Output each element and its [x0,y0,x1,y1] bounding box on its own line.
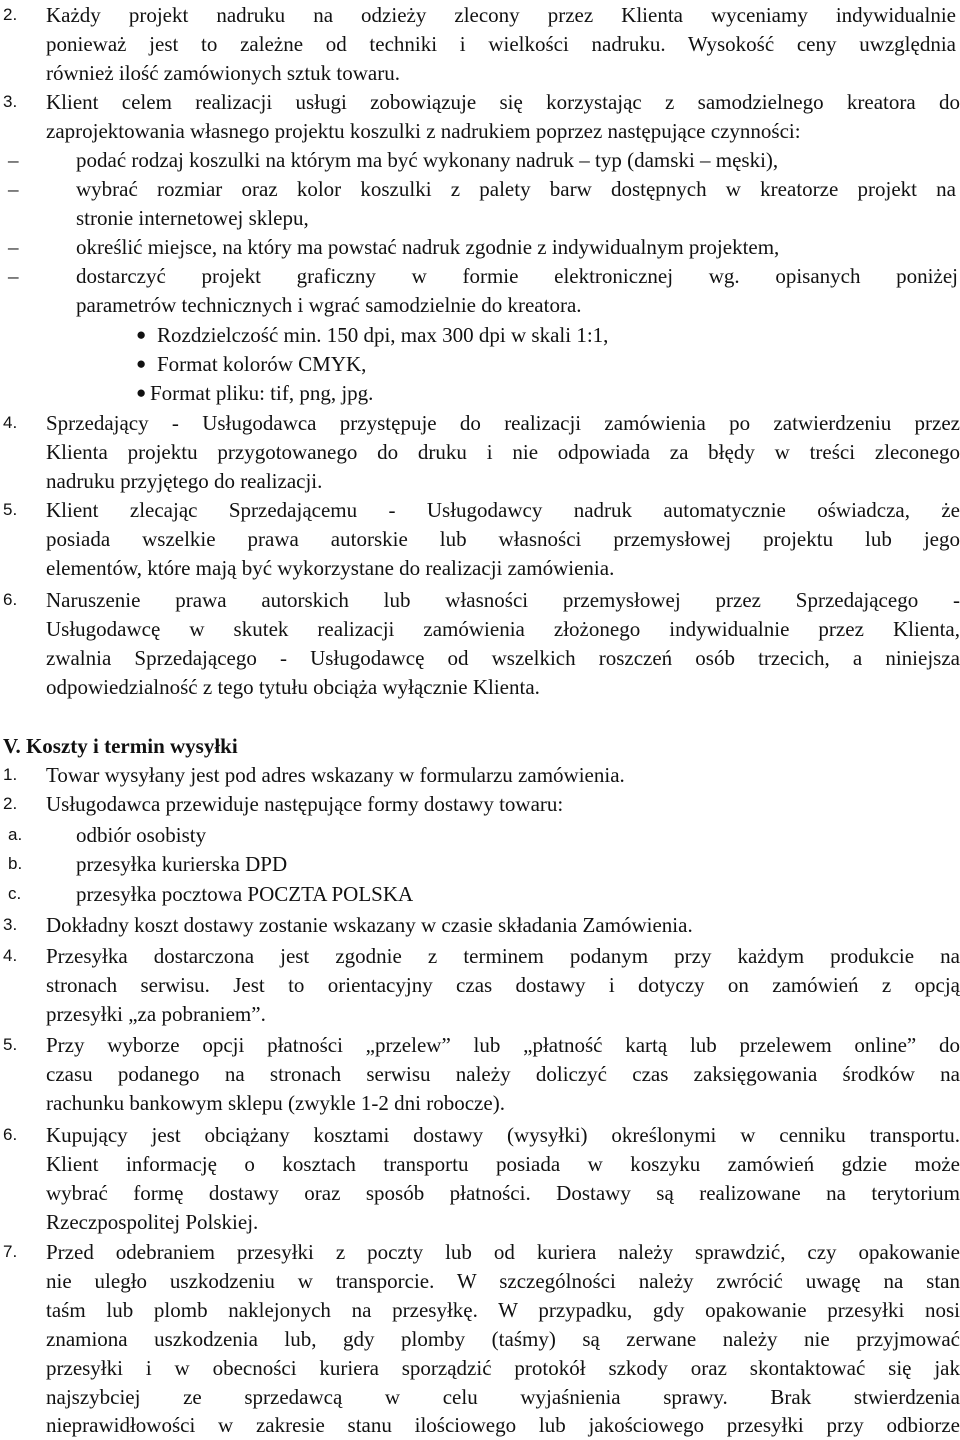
item-line: Kupujący jest obciążany kosztami dostawy (wysyłki) określonymi w cenniku transportu. [46,1123,960,1147]
item-line: zwalnia Sprzedającego - Usługodawcę od wszelkich roszczeń osób trzecich, a niniejsza [46,646,960,670]
item-number: 5. [3,1035,18,1054]
item-line: posiada wszelkie prawa autorskie lub własności przemysłowej projektu lub jego [46,527,960,551]
item-number: 1. [3,765,18,784]
item-line: znamiona uszkodzenia lub, gdy plomby (taśmy) są zerwane należy nie przyjmować [46,1327,960,1351]
item-line: Dokładny koszt dostawy zostanie wskazany w czasie składania Zamówienia. [46,913,693,937]
item-line: stronach serwisu. Jest to orientacyjny czas dostawy i dotyczy on zamówień z opcją [46,973,960,997]
dash-item-line: stronie internetowej sklepu, [76,206,309,230]
item-line: czasu podanego na stronach serwisu należy doliczyć czas zaksięgowania środków na [46,1062,960,1086]
item-number: 3. [3,915,18,934]
item-line: Przy wyborze opcji płatności „przelew” lub „płatność kartą lub przelewem online” do [46,1033,960,1057]
item-number: 7. [3,1242,18,1261]
item-line: Towar wysyłany jest pod adres wskazany w formularzu zamówienia. [46,763,625,787]
dash-marker: – [8,235,19,259]
dash-marker: – [8,177,19,201]
dash-marker: – [8,264,19,288]
item-line: nadruku przyjętego do realizacji. [46,469,323,493]
item-line: ponieważ jest to zależne od techniki i wielkości nadruku. Wysokość ceny uwzględnia [46,32,956,56]
dash-item-line: określić miejsce, na który ma powstać nadruk zgodnie z indywidualnym projektem, [76,235,780,259]
bullet-icon: ● [136,325,147,344]
option-letter: b. [8,854,23,873]
item-line: nie uległo uszkodzeniu w transporcie. W szczególności należy zwrócić uwagę na stan [46,1269,960,1293]
item-line: Klient celem realizacji usługi zobowiązuje się korzystając z samodzielnego kreatora do [46,90,960,114]
dash-item-line: parametrów technicznych i wgrać samodzielnie do kreatora. [76,293,582,317]
item-line: wybrać formę dostawy oraz sposób płatności. Dostawy są realizowane na terytorium [46,1181,960,1205]
item-line: przesyłki „za pobraniem”. [46,1002,266,1026]
option-letter: a. [8,825,23,844]
dash-item-line: wybrać rozmiar oraz kolor koszulki z palety barw dostępnych w kreatorze projekt na [76,177,956,201]
item-line: również ilość zamówionych sztuk towaru. [46,61,400,85]
item-line: najszybciej ze sprzedawcą w celu wyjaśnienia sprawy. Brak stwierdzenia [46,1385,960,1409]
item-line: elementów, które mają być wykorzystane do realizacji zamówienia. [46,556,615,580]
item-line: przesyłki i w obecności kuriera sporządzić protokół szkody oraz skontaktować się jak [46,1356,960,1380]
option-letter: c. [8,884,22,903]
item-number: 3. [3,92,18,111]
item-number: 2. [3,5,18,24]
bullet-icon: ● [136,354,147,373]
option-text: odbiór osobisty [76,823,207,847]
item-line: Sprzedający - Usługodawca przystępuje do realizacji zamówienia po zatwierdzeniu przez [46,411,960,435]
item-line: Usługodawca przewiduje następujące formy dostawy towaru: [46,792,564,816]
item-line: Naruszenie prawa autorskich lub własności przemysłowej przez Sprzedającego - [46,588,960,612]
item-number: 6. [3,1125,18,1144]
item-number: 4. [3,413,18,432]
dash-marker: – [8,148,19,172]
bullet-icon: ● [136,383,147,402]
bullet-line: Format kolorów CMYK, [157,352,367,376]
dash-item-line: dostarczyć projekt graficzny w formie elektronicznej wg. opisanych poniżej [76,264,958,288]
item-line: zaprojektowania własnego projektu koszulki z nadrukiem poprzez następujące czynności: [46,119,801,143]
item-number: 2. [3,794,18,813]
item-line: taśm lub plomb naklejonych na przesyłkę. W przypadku, gdy opakowanie przesyłki nosi [46,1298,960,1322]
option-text: przesyłka pocztowa POCZTA POLSKA [76,882,414,906]
item-line: Rzeczpospolitej Polskiej. [46,1210,259,1234]
item-line: Usługodawcę w skutek realizacji zamówienia złożonego indywidualnie przez Klienta, [46,617,960,641]
item-line: Klient informację o kosztach transportu posiada w koszyku zamówień gdzie może [46,1152,960,1176]
bullet-line: Format pliku: tif, png, jpg. [150,381,374,405]
item-line: rachunku bankowym sklepu (zwykle 1-2 dni robocze). [46,1091,505,1115]
item-line: Przesyłka dostarczona jest zgodnie z terminem podanym przy każdym produkcie na [46,944,960,968]
item-number: 5. [3,500,18,519]
item-line: Klient zlecając Sprzedającemu - Usługodawcy nadruk automatycznie oświadcza, że [46,498,960,522]
item-line: Przed odebraniem przesyłki z poczty lub od kuriera należy sprawdzić, czy opakowanie [46,1240,960,1264]
option-text: przesyłka kurierska DPD [76,852,288,876]
item-line: odpowiedzialność z tego tytułu obciąża wyłącznie Klienta. [46,675,540,699]
dash-item-line: podać rodzaj koszulki na którym ma być wykonany nadruk – typ (damski – męski), [76,148,779,172]
item-line: Każdy projekt nadruku na odzieży zlecony przez Klienta wyceniamy indywidualnie [46,3,956,27]
item-line: nieprawidłowości w zakresie stanu ilościowego lub jakościowego przesyłki przy odbiorze [46,1413,960,1437]
bullet-line: Rozdzielczość min. 150 dpi, max 300 dpi w skali 1:1, [157,323,609,347]
item-number: 6. [3,590,18,609]
section-heading: V. Koszty i termin wysyłki [3,734,238,758]
item-number: 4. [3,946,18,965]
item-line: Klienta projektu przygotowanego do druku i nie odpowiada za błędy w treści zleconego [46,440,960,464]
